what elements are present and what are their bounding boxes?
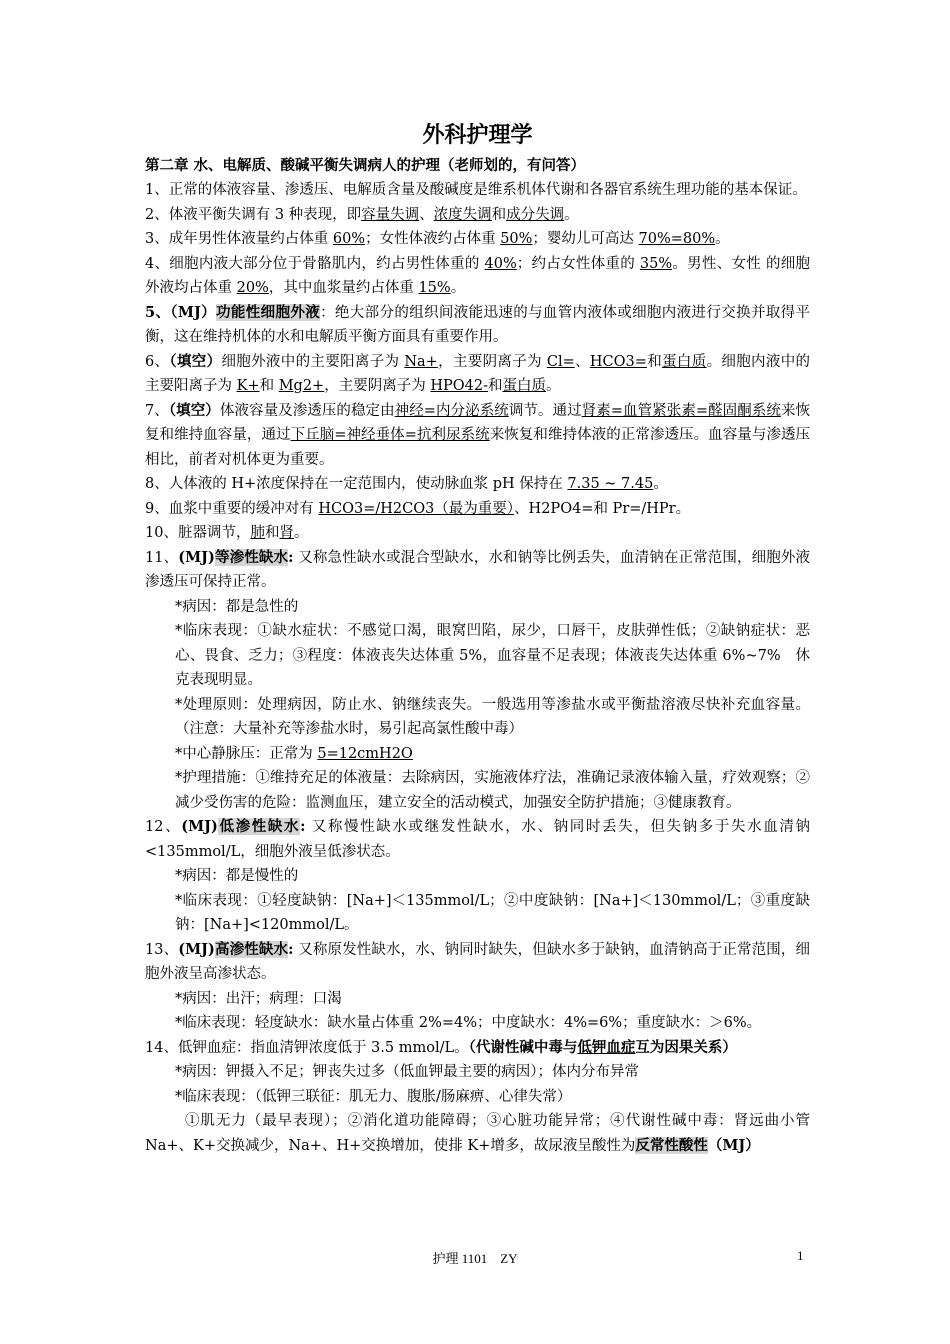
paragraph-14-cause: *病因：钾摄入不足；钾丧失过多（低血钾最主要的病因）；体内分布异常 [175,1064,639,1080]
paragraph-11: 11、(MJ)等渗性缺水: 又称急性缺水或混合型缺水，水和钠等比例丢失，血清钠在正常范围，细胞外液渗透压可保持正常。 [145,548,811,590]
paragraph-11-cvp: *中心静脉压：正常为 5=12cmH2O [175,745,413,762]
paragraph-7: 7、（填空）体液容量及渗透压的稳定由神经=内分泌系统调节。通过肾素=血管紧张素=醛固酮系统来恢复和维持血容量，通过下丘脑=神经垂体=抗利尿系统来恢复和维持体液的正常渗透压。血容量与渗透压相比，前者对机体更为重要。 [145,401,811,468]
paragraph-4: 4、细胞内液大部分位于骨骼肌内，约占男性体重的 40%；约占女性体重的 35%。男性、女性 的细胞外液均占体重 20%，其中血浆量约占体重 15%。 [145,255,811,296]
paragraph-11-treatment: *处理原则：处理病因，防止水、钠继续丧失。一般选用等渗盐水或平衡盐溶液尽快补充血容量。（注意：大量补充等渗盐水时，易引起高氯性酸中毒） [175,696,810,737]
footer-label: 护理 1101 ZY [432,1251,518,1266]
paragraph-13: 13、(MJ)高渗性缺水: 又称原发性缺水，水、钠同时缺失，但缺水多于缺钠，血清钠高于正常范围，细胞外液呈高渗状态。 [145,940,811,982]
document-title: 外科护理学 [422,122,533,148]
paragraph-8: 8、人体液的 H+浓度保持在一定范围内，使动脉血浆 pH 保持在 7.35 ~ 7.45。 [145,476,668,492]
highlight-term: 低渗性缺水 [217,818,301,835]
paragraph-11-nursing: *护理措施：①维持充足的体液量：去除病因，实施液体疗法，准确记录液体输入量，疗效观察；②减少受伤害的危险：监测血压，建立安全的活动模式，加强安全防护措施；③健康教育。 [175,770,810,811]
paragraph-11-symptoms: *临床表现：①缺水症状：不感觉口渴，眼窝凹陷，尿少，口唇干，皮肤弹性低；②缺钠症状：恶心、畏食、乏力；③程度：体液丧失达体重 5%，血容量不足表现；体液丧失达体重 6%~7% 休克表现明显。 [175,623,810,688]
highlight-term: 等渗性缺水 [214,548,289,566]
paragraph-12-symptoms: *临床表现：①轻度缺钠：[Na+]＜135mmol/L；②中度缺钠：[Na+]＜130mmol/L；③重度缺钠：[Na+]<120mmol/L。 [175,892,810,933]
paragraph-12: 12、(MJ)低渗性缺水: 又称慢性缺水或继发性缺水，水、钠同时丢失，但失钠多于失水血清钠<135mmol/L，细胞外液呈低渗状态。 [145,818,811,860]
highlight-term: 高渗性缺水 [214,940,289,958]
paragraph-10: 10、脏器调节，肺和肾。 [145,525,309,541]
paragraph-13-symptoms: *临床表现：轻度缺水：缺水量占体重 2%=4%；中度缺水：4%=6%；重度缺水：＞6%。 [175,1015,762,1031]
page-number: 1 [797,1248,804,1263]
highlight-term: 反常性酸性 [635,1136,708,1154]
paragraph-6: 6、（填空）细胞外液中的主要阳离子为 Na+，主要阴离子为 Cl=、HCO3=和蛋白质。细胞内液中的主要阳离子为 K+和 Mg2+，主要阴离子为 HPO42-和蛋白质。 [145,352,811,394]
paragraph-12-cause: *病因：都是慢性的 [175,868,299,884]
paragraph-14: 14、低钾血症：指血清钾浓度低于 3.5 mmol/L。（代谢性碱中毒与低钾血症互为因果关系） [145,1038,737,1056]
paragraph-14-detail: ①肌无力（最早表现）；②消化道功能障碍；③心脏功能异常；④代谢性碱中毒：肾远曲小管 Na+、K+交换减少，Na+、H+交换增加，使排 K+增多，故尿液呈酸性为反常性酸性（MJ） [145,1113,810,1154]
paragraph-11-cause: *病因：都是急性的 [175,598,299,615]
paragraph-2: 2、体液平衡失调有 3 种表现，即容量失调、浓度失调和成分失调。 [145,206,579,223]
paragraph-14-symptoms: *临床表现：（低钾三联征：肌无力、腹胀/肠麻痹、心律失常） [175,1088,572,1105]
paragraph-5: 5、（MJ）功能性细胞外液：绝大部分的组织间液能迅速的与血管内液体或细胞内液进行交换并取得平衡，这在维持机体的水和电解质平衡方面具有重要作用。 [145,303,811,345]
chapter-heading: 第二章 水、电解质、酸碱平衡失调病人的护理（老师划的，有问答） [145,157,586,174]
document-page [145,120,810,1158]
highlight-term: 功能性细胞外液 [216,303,321,321]
paragraph-13-cause: *病因：出汗；病理：口渴 [175,990,342,1007]
paragraph-1: 1、正常的体液容量、渗透压、电解质含量及酸碱度是维系机体代谢和各器官系统生理功能的基本保证。 [145,182,807,198]
paragraph-3: 3、成年男性体液量约占体重 60%；女性体液约占体重 50%；婴幼儿可高达 70%=80%。 [145,231,730,247]
paragraph-9: 9、血浆中重要的缓冲对有 HCO3=/H2CO3（最为重要）、H2PO4=和 Pr=/HPr。 [145,500,691,517]
